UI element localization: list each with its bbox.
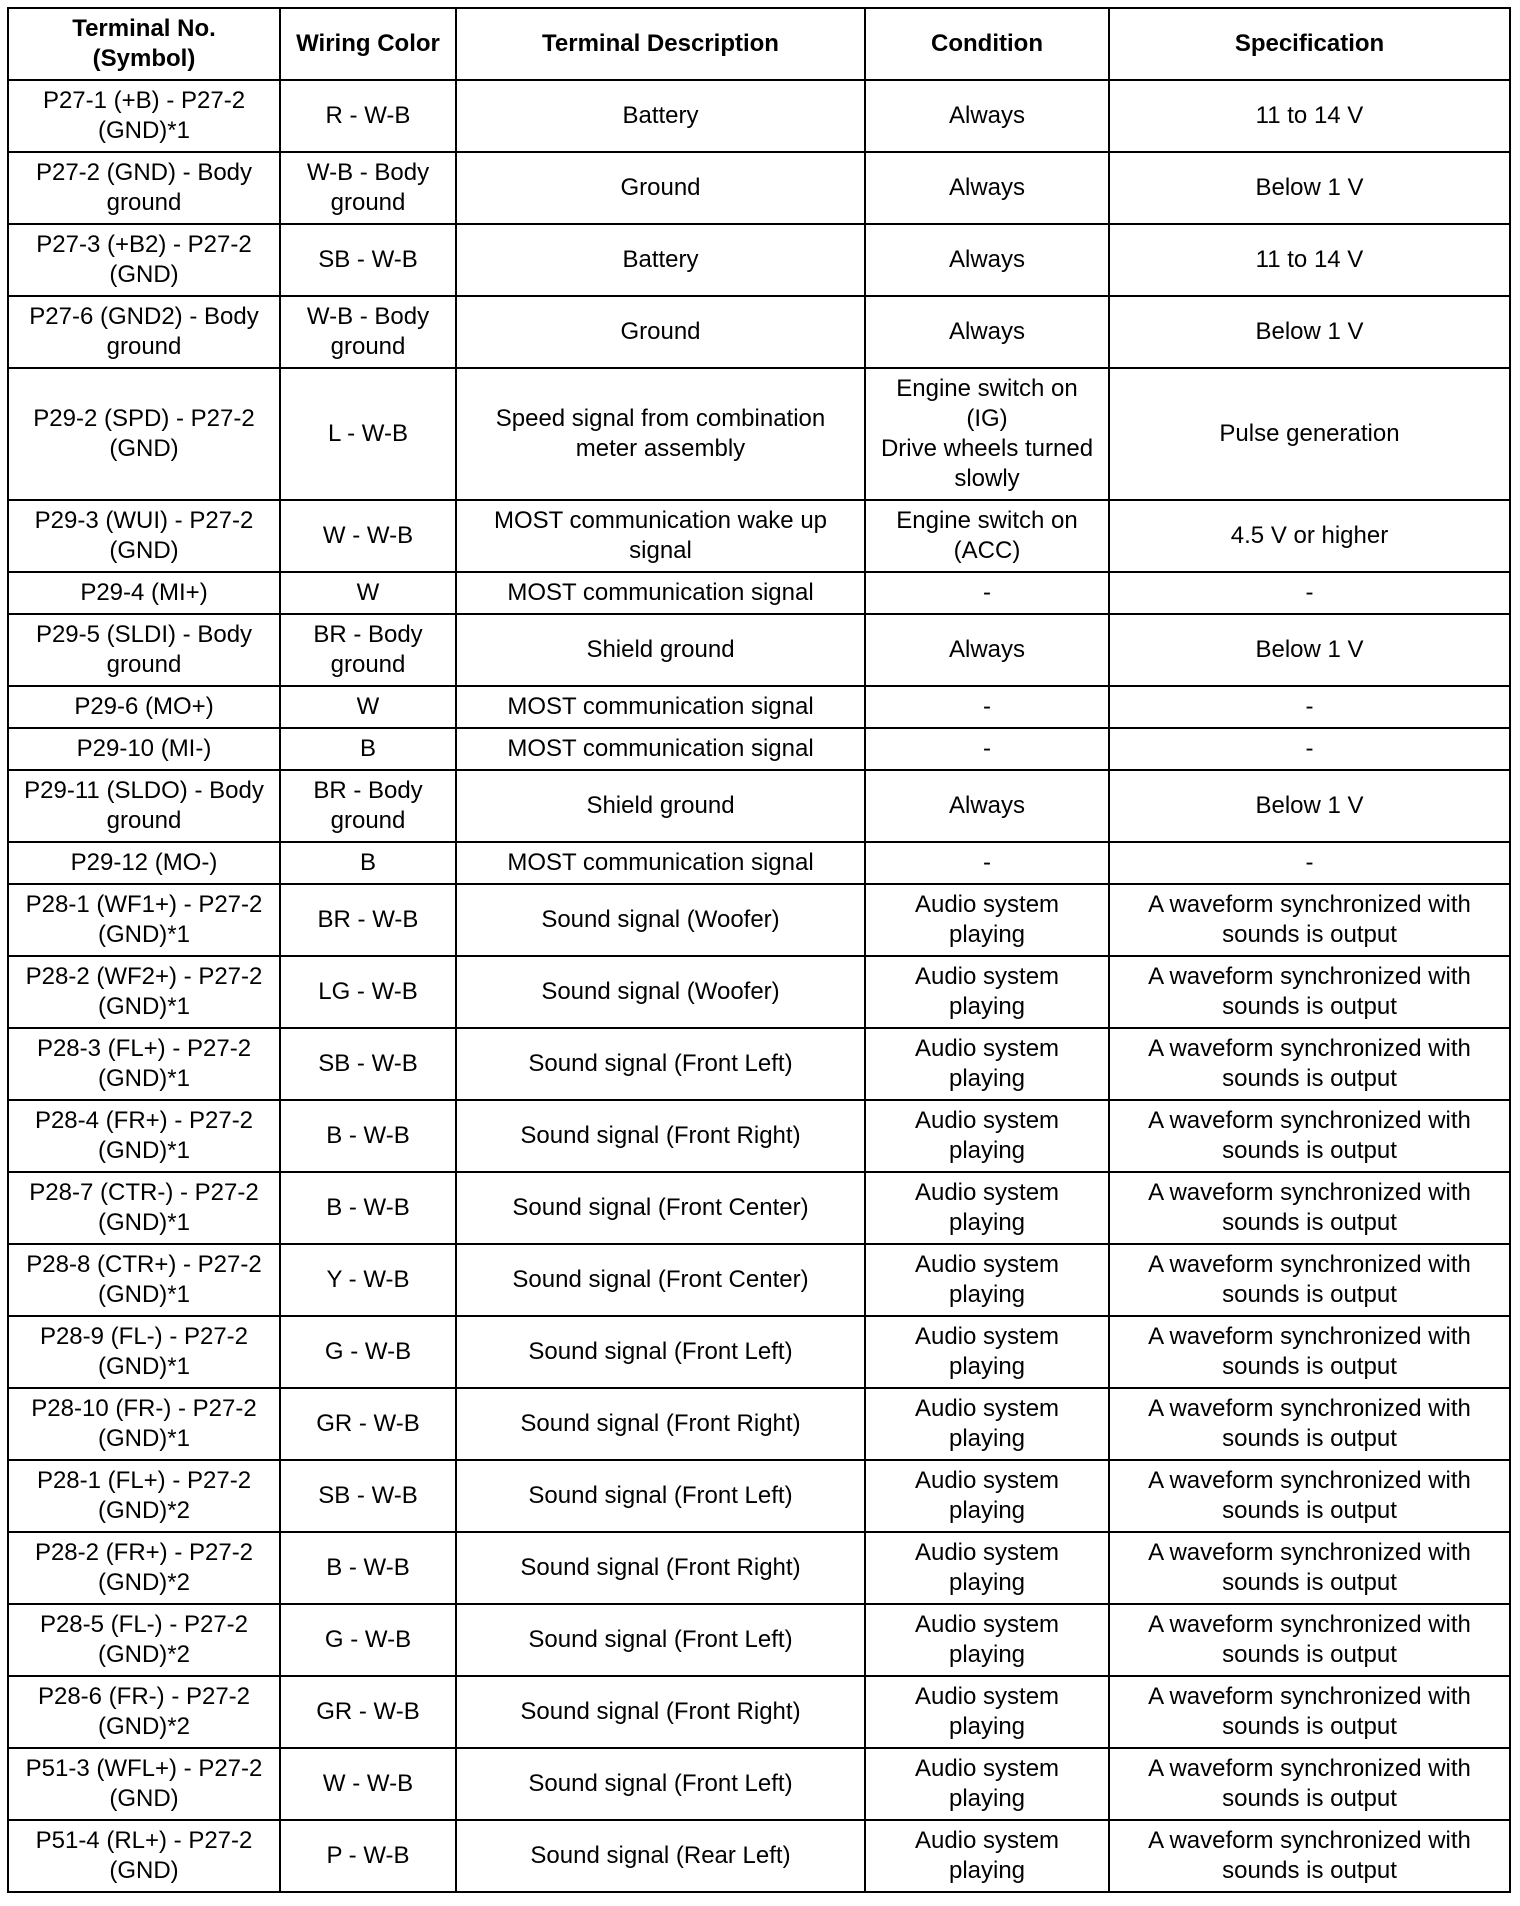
cell-terminal: P28-1 (FL+) - P27-2 (GND)*2 [8, 1460, 280, 1532]
cell-wiring-color: B - W-B [280, 1172, 456, 1244]
table-row [8, 842, 1510, 884]
cell-description: Sound signal (Front Right) [456, 1388, 865, 1460]
cell-condition: Audio system playing [865, 1100, 1109, 1172]
cell-wiring-color: GR - W-B [280, 1676, 456, 1748]
terminal-spec-table [7, 7, 1511, 1893]
cell-specification: A waveform synchronized with sounds is output [1109, 884, 1510, 956]
header-terminal-no: Terminal No. (Symbol) [8, 8, 280, 80]
cell-wiring-color: W - W-B [280, 500, 456, 572]
cell-description: Battery [456, 224, 865, 296]
cell-wiring-color: W-B - Body ground [280, 152, 456, 224]
cell-terminal: P29-5 (SLDI) - Body ground [8, 614, 280, 686]
cell-wiring-color: W-B - Body ground [280, 296, 456, 368]
table-row [8, 686, 1510, 728]
table-row [8, 614, 1510, 686]
cell-terminal: P28-1 (WF1+) - P27-2 (GND)*1 [8, 884, 280, 956]
header-specification: Specification [1109, 8, 1510, 80]
cell-description: MOST communication wake up signal [456, 500, 865, 572]
cell-description: Shield ground [456, 770, 865, 842]
table-row [8, 1676, 1510, 1748]
cell-terminal: P28-7 (CTR-) - P27-2 (GND)*1 [8, 1172, 280, 1244]
cell-specification: Below 1 V [1109, 614, 1510, 686]
cell-description: Shield ground [456, 614, 865, 686]
cell-terminal: P27-6 (GND2) - Body ground [8, 296, 280, 368]
cell-condition: Engine switch on (IG) Drive wheels turned slowly [865, 368, 1109, 500]
cell-terminal: P29-6 (MO+) [8, 686, 280, 728]
cell-terminal: P29-4 (MI+) [8, 572, 280, 614]
cell-terminal: P27-1 (+B) - P27-2 (GND)*1 [8, 80, 280, 152]
cell-description: MOST communication signal [456, 842, 865, 884]
cell-wiring-color: W [280, 572, 456, 614]
cell-terminal: P27-3 (+B2) - P27-2 (GND) [8, 224, 280, 296]
cell-terminal: P29-2 (SPD) - P27-2 (GND) [8, 368, 280, 500]
cell-terminal: P28-2 (WF2+) - P27-2 (GND)*1 [8, 956, 280, 1028]
cell-wiring-color: B - W-B [280, 1532, 456, 1604]
cell-wiring-color: G - W-B [280, 1316, 456, 1388]
cell-specification: A waveform synchronized with sounds is output [1109, 1532, 1510, 1604]
cell-terminal: P28-8 (CTR+) - P27-2 (GND)*1 [8, 1244, 280, 1316]
table-row [8, 728, 1510, 770]
cell-condition: Always [865, 152, 1109, 224]
cell-terminal: P28-10 (FR-) - P27-2 (GND)*1 [8, 1388, 280, 1460]
table-header-row [8, 8, 1510, 80]
cell-condition: Always [865, 770, 1109, 842]
cell-description: Sound signal (Front Left) [456, 1028, 865, 1100]
table-row [8, 80, 1510, 152]
cell-specification: A waveform synchronized with sounds is output [1109, 1460, 1510, 1532]
cell-wiring-color: GR - W-B [280, 1388, 456, 1460]
cell-description: Ground [456, 296, 865, 368]
cell-description: Sound signal (Front Left) [456, 1316, 865, 1388]
cell-condition: Audio system playing [865, 1604, 1109, 1676]
cell-wiring-color: SB - W-B [280, 224, 456, 296]
cell-specification: A waveform synchronized with sounds is output [1109, 1748, 1510, 1820]
table-row [8, 368, 1510, 500]
cell-specification: - [1109, 686, 1510, 728]
cell-terminal: P29-3 (WUI) - P27-2 (GND) [8, 500, 280, 572]
table-row [8, 572, 1510, 614]
table-row [8, 296, 1510, 368]
cell-wiring-color: Y - W-B [280, 1244, 456, 1316]
cell-specification: 11 to 14 V [1109, 80, 1510, 152]
cell-specification: Below 1 V [1109, 296, 1510, 368]
cell-specification: 11 to 14 V [1109, 224, 1510, 296]
cell-specification: A waveform synchronized with sounds is output [1109, 1604, 1510, 1676]
cell-terminal: P28-3 (FL+) - P27-2 (GND)*1 [8, 1028, 280, 1100]
cell-specification: A waveform synchronized with sounds is output [1109, 956, 1510, 1028]
cell-specification: A waveform synchronized with sounds is output [1109, 1388, 1510, 1460]
cell-specification: A waveform synchronized with sounds is output [1109, 1316, 1510, 1388]
cell-terminal: P51-3 (WFL+) - P27-2 (GND) [8, 1748, 280, 1820]
cell-specification: A waveform synchronized with sounds is output [1109, 1244, 1510, 1316]
cell-description: MOST communication signal [456, 572, 865, 614]
cell-description: Sound signal (Front Right) [456, 1532, 865, 1604]
cell-terminal: P51-4 (RL+) - P27-2 (GND) [8, 1820, 280, 1892]
table-body [8, 80, 1510, 1892]
cell-condition: Audio system playing [865, 1748, 1109, 1820]
cell-wiring-color: G - W-B [280, 1604, 456, 1676]
cell-condition: Always [865, 80, 1109, 152]
cell-wiring-color: W - W-B [280, 1748, 456, 1820]
cell-terminal: P29-12 (MO-) [8, 842, 280, 884]
table-row [8, 152, 1510, 224]
table-row [8, 1460, 1510, 1532]
cell-description: MOST communication signal [456, 686, 865, 728]
cell-wiring-color: SB - W-B [280, 1028, 456, 1100]
cell-specification: Pulse generation [1109, 368, 1510, 500]
cell-condition: Audio system playing [865, 1460, 1109, 1532]
cell-description: Sound signal (Woofer) [456, 884, 865, 956]
cell-condition: Audio system playing [865, 1820, 1109, 1892]
cell-condition: Audio system playing [865, 1676, 1109, 1748]
cell-description: Sound signal (Front Left) [456, 1604, 865, 1676]
cell-condition: Audio system playing [865, 1388, 1109, 1460]
cell-wiring-color: B [280, 728, 456, 770]
cell-specification: - [1109, 572, 1510, 614]
cell-description: Sound signal (Woofer) [456, 956, 865, 1028]
cell-terminal: P28-6 (FR-) - P27-2 (GND)*2 [8, 1676, 280, 1748]
table-row [8, 1316, 1510, 1388]
cell-condition: Audio system playing [865, 1028, 1109, 1100]
cell-terminal: P28-5 (FL-) - P27-2 (GND)*2 [8, 1604, 280, 1676]
cell-specification: A waveform synchronized with sounds is output [1109, 1100, 1510, 1172]
cell-condition: Always [865, 224, 1109, 296]
cell-description: Sound signal (Front Left) [456, 1748, 865, 1820]
cell-description: Sound signal (Front Center) [456, 1244, 865, 1316]
header-terminal-description: Terminal Description [456, 8, 865, 80]
cell-wiring-color: LG - W-B [280, 956, 456, 1028]
cell-condition: - [865, 842, 1109, 884]
table-row [8, 1028, 1510, 1100]
cell-condition: Engine switch on (ACC) [865, 500, 1109, 572]
cell-description: MOST communication signal [456, 728, 865, 770]
cell-condition: - [865, 572, 1109, 614]
cell-condition: Always [865, 296, 1109, 368]
cell-wiring-color: W [280, 686, 456, 728]
table-row [8, 1388, 1510, 1460]
cell-wiring-color: L - W-B [280, 368, 456, 500]
cell-condition: - [865, 728, 1109, 770]
cell-specification: Below 1 V [1109, 770, 1510, 842]
cell-wiring-color: P - W-B [280, 1820, 456, 1892]
cell-description: Sound signal (Front Right) [456, 1676, 865, 1748]
header-condition: Condition [865, 8, 1109, 80]
cell-specification: - [1109, 728, 1510, 770]
cell-terminal: P28-4 (FR+) - P27-2 (GND)*1 [8, 1100, 280, 1172]
cell-wiring-color: B - W-B [280, 1100, 456, 1172]
cell-condition: Audio system playing [865, 956, 1109, 1028]
table-row [8, 1820, 1510, 1892]
cell-condition: Audio system playing [865, 884, 1109, 956]
cell-specification: - [1109, 842, 1510, 884]
table-row [8, 1100, 1510, 1172]
cell-condition: Audio system playing [865, 1316, 1109, 1388]
table-row [8, 884, 1510, 956]
cell-description: Ground [456, 152, 865, 224]
cell-condition: Audio system playing [865, 1172, 1109, 1244]
table-row [8, 1748, 1510, 1820]
cell-terminal: P29-11 (SLDO) - Body ground [8, 770, 280, 842]
cell-wiring-color: BR - W-B [280, 884, 456, 956]
table-row [8, 1244, 1510, 1316]
table-row [8, 1604, 1510, 1676]
table-row [8, 500, 1510, 572]
cell-description: Sound signal (Front Right) [456, 1100, 865, 1172]
cell-description: Speed signal from combination meter assembly [456, 368, 865, 500]
cell-description: Battery [456, 80, 865, 152]
cell-wiring-color: BR - Body ground [280, 614, 456, 686]
cell-specification: A waveform synchronized with sounds is output [1109, 1820, 1510, 1892]
cell-specification: Below 1 V [1109, 152, 1510, 224]
cell-specification: A waveform synchronized with sounds is output [1109, 1172, 1510, 1244]
table-row [8, 1532, 1510, 1604]
cell-condition: Always [865, 614, 1109, 686]
table-row [8, 770, 1510, 842]
cell-specification: A waveform synchronized with sounds is output [1109, 1028, 1510, 1100]
cell-wiring-color: B [280, 842, 456, 884]
cell-condition: Audio system playing [865, 1532, 1109, 1604]
cell-wiring-color: SB - W-B [280, 1460, 456, 1532]
cell-terminal: P27-2 (GND) - Body ground [8, 152, 280, 224]
cell-terminal: P28-2 (FR+) - P27-2 (GND)*2 [8, 1532, 280, 1604]
table-row [8, 224, 1510, 296]
header-wiring-color: Wiring Color [280, 8, 456, 80]
table-row [8, 956, 1510, 1028]
cell-description: Sound signal (Front Center) [456, 1172, 865, 1244]
cell-terminal: P28-9 (FL-) - P27-2 (GND)*1 [8, 1316, 280, 1388]
cell-terminal: P29-10 (MI-) [8, 728, 280, 770]
table-row [8, 1172, 1510, 1244]
cell-specification: A waveform synchronized with sounds is output [1109, 1676, 1510, 1748]
cell-description: Sound signal (Front Left) [456, 1460, 865, 1532]
cell-wiring-color: R - W-B [280, 80, 456, 152]
cell-condition: Audio system playing [865, 1244, 1109, 1316]
cell-condition: - [865, 686, 1109, 728]
cell-specification: 4.5 V or higher [1109, 500, 1510, 572]
cell-description: Sound signal (Rear Left) [456, 1820, 865, 1892]
cell-wiring-color: BR - Body ground [280, 770, 456, 842]
